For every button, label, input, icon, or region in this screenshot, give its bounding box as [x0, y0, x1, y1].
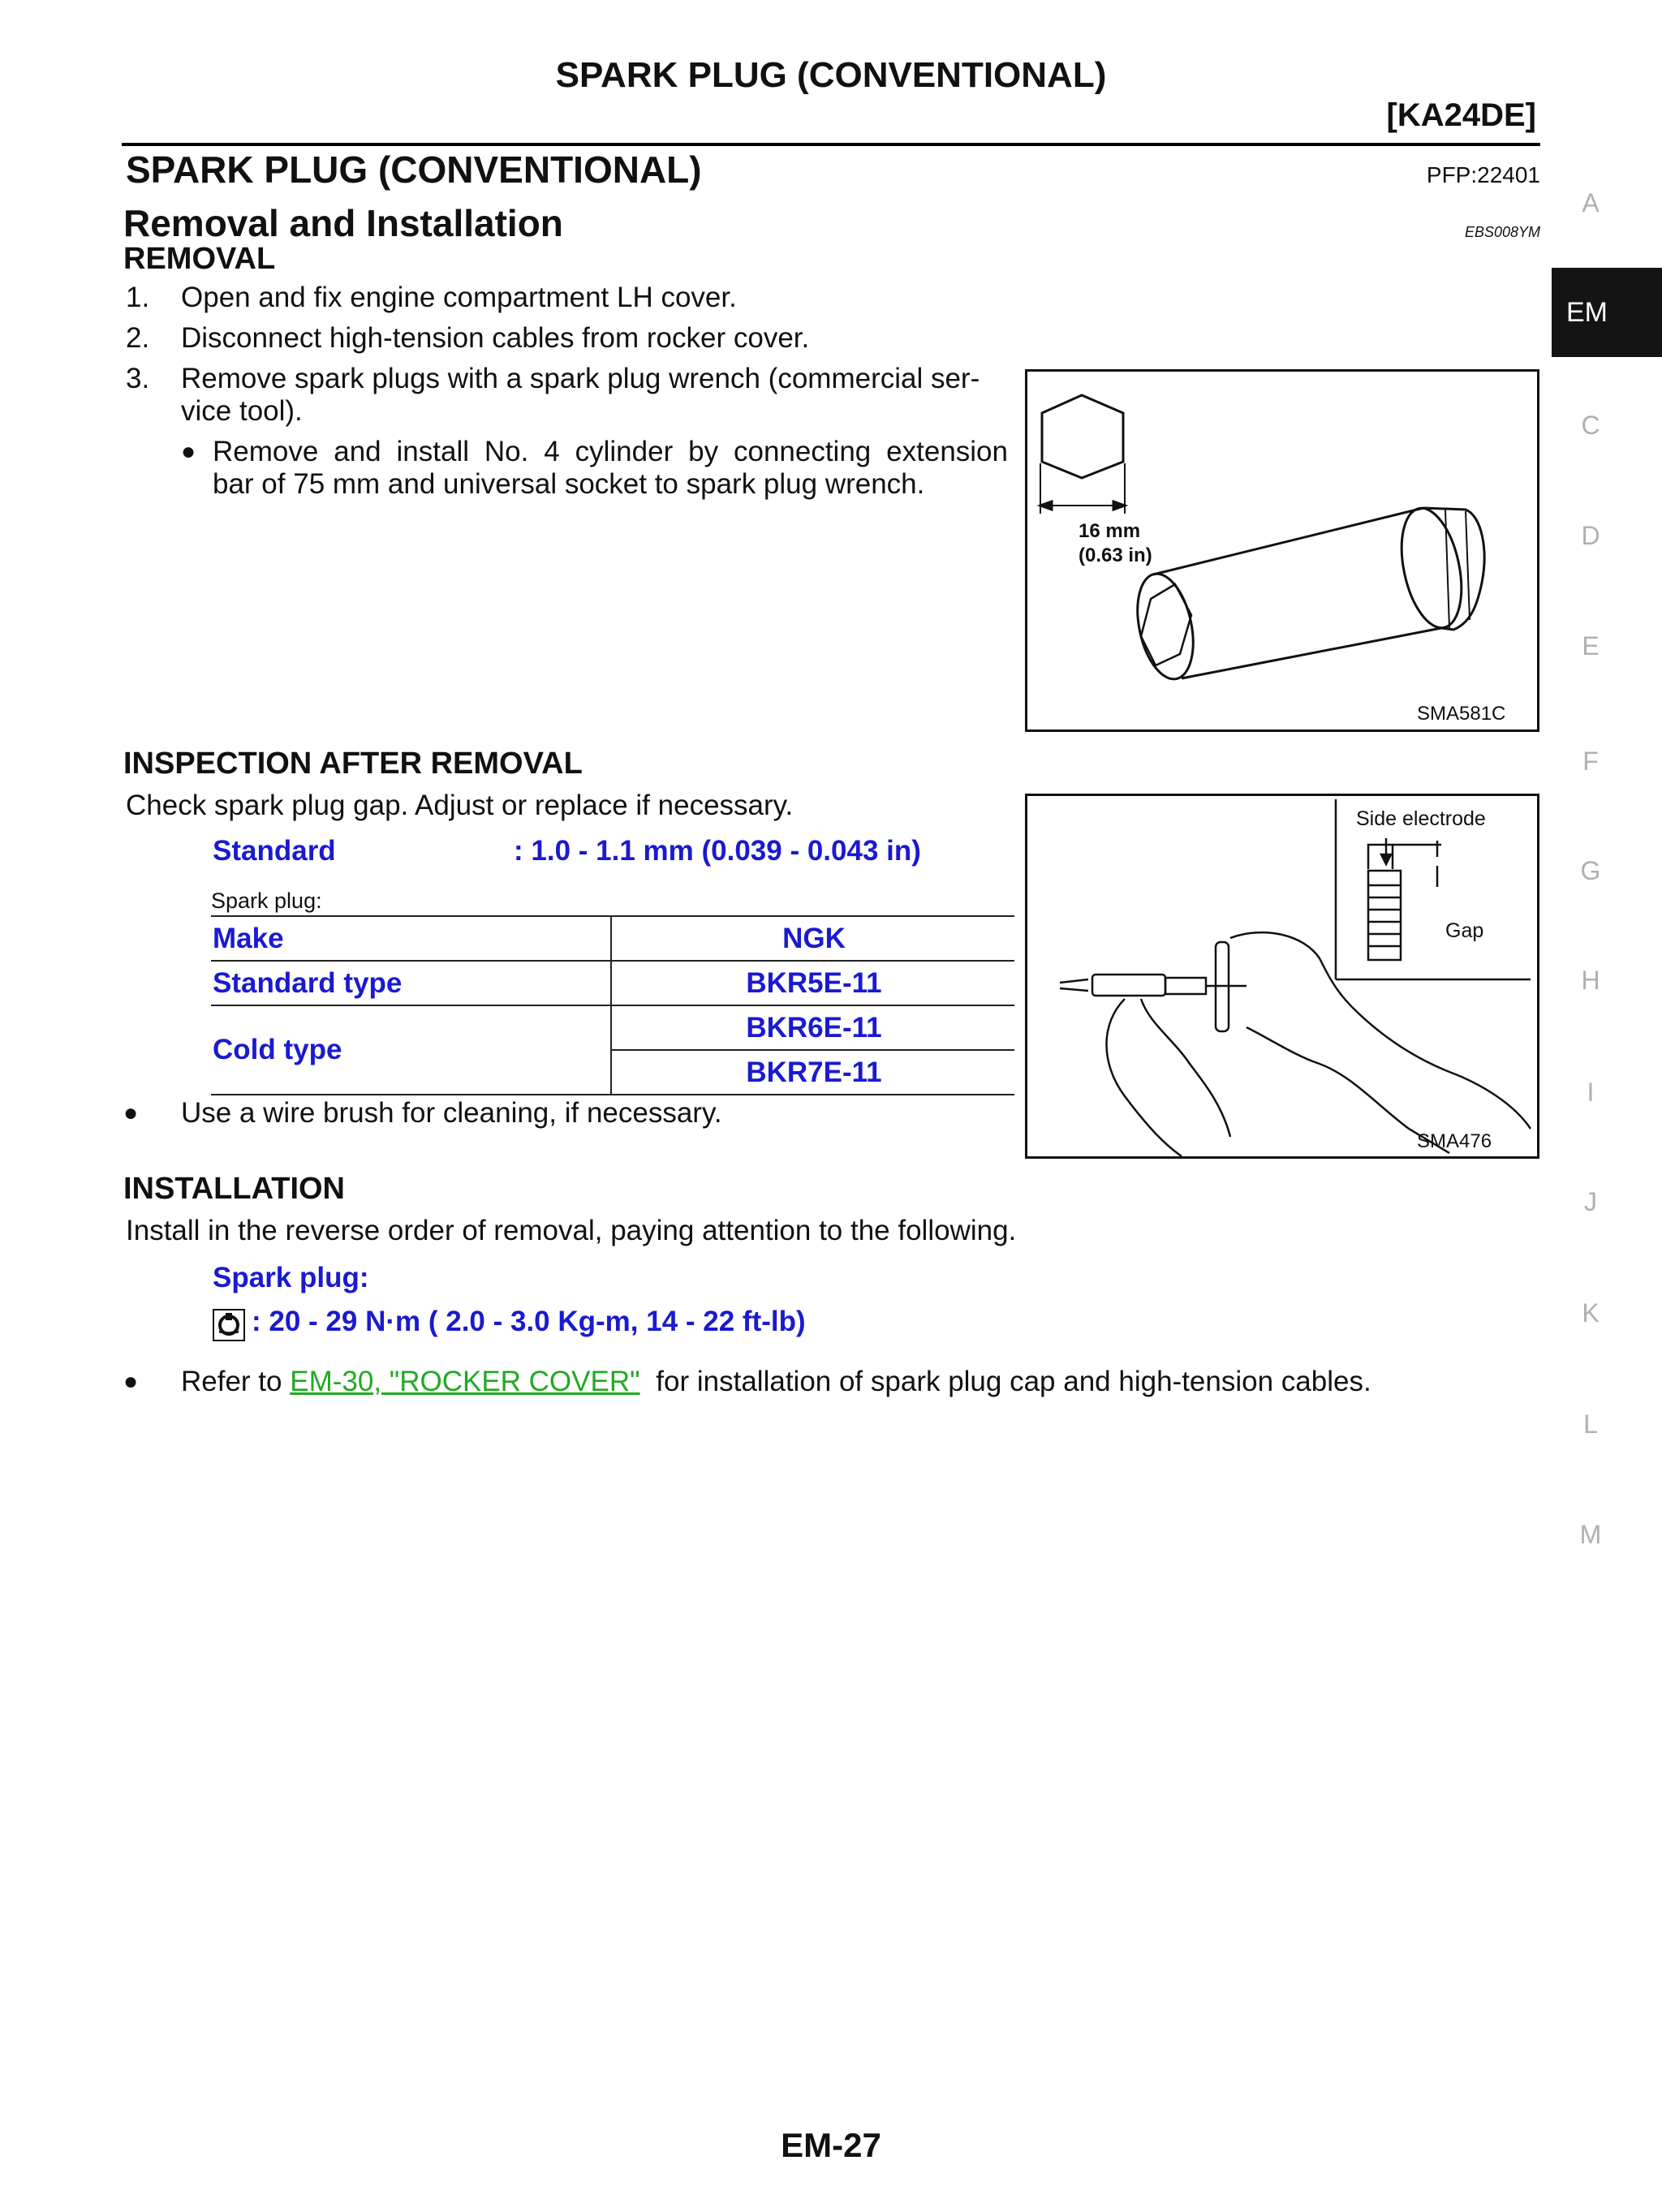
table-cell: BKR5E-11 [611, 961, 1014, 1005]
refer-prefix: Refer to [181, 1366, 282, 1397]
torque-value: : 20 - 29 N·m ( 2.0 - 3.0 Kg-m, 14 - 22 ft-lb) [252, 1306, 806, 1337]
spark-plug-label: Spark plug: [213, 1262, 369, 1293]
bullet-text-continued: bar of 75 mm and universal socket to spark plug wrench. [213, 468, 925, 500]
step-number: 2. [126, 322, 150, 354]
side-tab-em[interactable]: EM [1552, 268, 1662, 357]
refer-sentence [181, 1366, 1371, 1398]
inspection-heading: INSPECTION AFTER REMOVAL [123, 747, 583, 781]
table-row [211, 1005, 1014, 1050]
ebs-code: EBS008YM [1464, 224, 1540, 240]
step-number: 3. [126, 363, 150, 394]
inspection-text: Check spark plug gap. Adjust or replace if necessary. [126, 790, 794, 821]
step-text-continued: vice tool). [181, 395, 303, 427]
table-cell: Cold type [211, 1005, 611, 1095]
side-letter-a[interactable]: A [1582, 188, 1600, 217]
torque-wrench-icon [213, 1309, 245, 1341]
side-letter-i[interactable]: I [1587, 1078, 1595, 1107]
table-cell: NGK [611, 916, 1014, 961]
side-letter-c[interactable]: C [1581, 411, 1600, 440]
side-letter-d[interactable]: D [1581, 521, 1600, 550]
step-text: Disconnect high-tension cables from rocker cover. [181, 322, 810, 354]
step-text: Open and fix engine compartment LH cover. [181, 282, 737, 313]
installation-heading: INSTALLATION [123, 1172, 345, 1206]
figure-code: SMA581C [1417, 703, 1506, 725]
side-electrode-label: Side electrode [1356, 807, 1486, 830]
table-cell: Make [211, 916, 611, 961]
spark-plug-socket-figure [1025, 369, 1539, 732]
step-number: 1. [126, 282, 150, 313]
side-letter-e[interactable]: E [1582, 631, 1600, 661]
dimension-label-inch: (0.63 in) [1079, 544, 1152, 566]
standard-label: Standard [213, 835, 336, 867]
gap-label: Gap [1445, 919, 1484, 942]
bullet-icon: ● [181, 438, 196, 465]
subsection-title: Removal and Installation [123, 202, 563, 244]
side-letter-g[interactable]: G [1580, 856, 1601, 885]
rocker-cover-link[interactable]: EM-30, "ROCKER COVER" [290, 1366, 640, 1397]
table-cell: Standard type [211, 961, 611, 1005]
spark-plug-gap-figure [1025, 794, 1539, 1159]
table-caption: Spark plug: [211, 889, 322, 913]
removal-heading: REMOVAL [123, 242, 276, 276]
refer-suffix: for installation of spark plug cap and high-tension cables. [656, 1366, 1371, 1397]
page-header-title: SPARK PLUG (CONVENTIONAL) [555, 55, 1107, 95]
table-row [211, 916, 1014, 961]
side-letter-m[interactable]: M [1579, 1520, 1602, 1549]
side-letter-f[interactable]: F [1582, 747, 1599, 776]
section-title: SPARK PLUG (CONVENTIONAL) [126, 148, 702, 191]
figure-code: SMA476 [1417, 1130, 1492, 1152]
bullet-text: Remove and install No. 4 cylinder by connecting extension [213, 436, 1008, 467]
side-letter-j[interactable]: J [1584, 1187, 1597, 1216]
side-letter-h[interactable]: H [1581, 966, 1600, 995]
bullet-text: Use a wire brush for cleaning, if necessary. [181, 1097, 722, 1129]
header-rule [122, 143, 1540, 146]
table-cell: BKR7E-11 [611, 1050, 1014, 1095]
spark-plug-gap-drawing [1027, 796, 1537, 1156]
step-text: Remove spark plugs with a spark plug wrench (commercial ser- [181, 363, 980, 394]
pfp-code: PFP:22401 [1426, 162, 1540, 187]
spark-plug-table [211, 915, 1014, 1095]
table-row [211, 961, 1014, 1005]
bullet-icon: ● [123, 1100, 139, 1126]
page-number: EM-27 [781, 2126, 881, 2164]
engine-code: [KA24DE] [1386, 97, 1536, 133]
bullet-icon: ● [123, 1368, 139, 1395]
table-cell: BKR6E-11 [611, 1005, 1014, 1050]
installation-text: Install in the reverse order of removal, paying attention to the following. [126, 1215, 1017, 1246]
side-letter-l[interactable]: L [1583, 1409, 1598, 1439]
side-letter-k[interactable]: K [1582, 1298, 1600, 1328]
standard-value: : 1.0 - 1.1 mm (0.039 - 0.043 in) [514, 835, 921, 867]
dimension-label: 16 mm [1079, 520, 1141, 542]
